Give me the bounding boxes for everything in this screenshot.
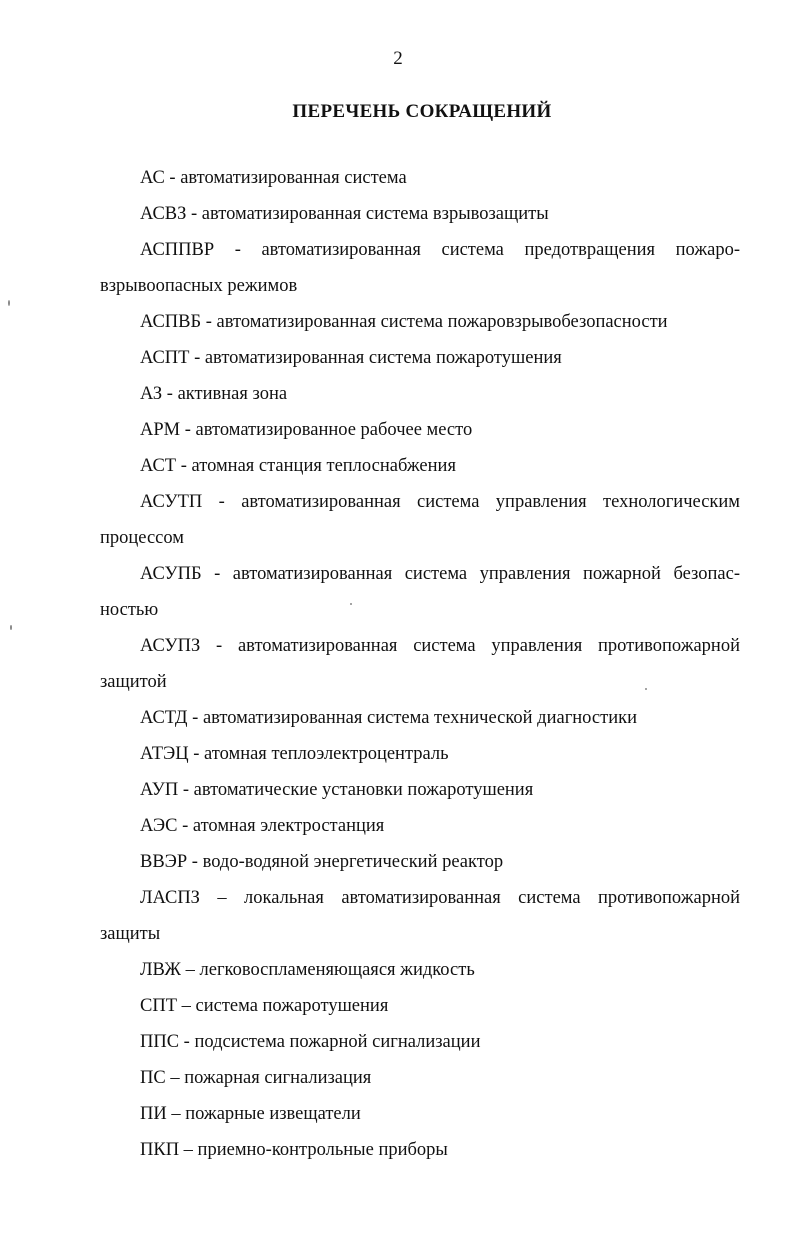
entry-line: АСТ - атомная станция теплоснабжения xyxy=(140,456,456,476)
entry-line: ЛАСПЗ – локальная автоматизированная система противопожарной xyxy=(140,888,740,908)
entry-line: АУП - автоматические установки пожаротушения xyxy=(140,780,534,800)
abbreviation-entry xyxy=(100,772,740,808)
entry-continuation: защитой xyxy=(100,672,167,692)
abbreviation-entry xyxy=(100,808,740,844)
entry-line: АСППВР - автоматизированная система предотвращения пожаро- xyxy=(140,240,740,260)
entry-line: ППС - подсистема пожарной сигнализации xyxy=(140,1032,481,1052)
entry-line: ПС – пожарная сигнализация xyxy=(140,1068,372,1088)
page-title: ПЕРЕЧЕНЬ СОКРАЩЕНИЙ xyxy=(292,101,552,122)
abbreviation-entry xyxy=(100,736,740,772)
abbreviation-entry xyxy=(100,844,740,880)
entry-line: АСТД - автоматизированная система технической диагностики xyxy=(140,708,637,728)
abbreviation-entry xyxy=(100,304,740,340)
scan-speck xyxy=(645,688,647,690)
entry-line: АСПТ - автоматизированная система пожаротушения xyxy=(140,348,562,368)
entry-continuation: ностью xyxy=(100,600,159,620)
abbreviation-entry xyxy=(100,952,740,988)
entry-line: АСВЗ - автоматизированная система взрывозащиты xyxy=(140,204,549,224)
abbreviation-entry xyxy=(100,160,740,196)
abbreviation-list xyxy=(100,160,740,1168)
entry-line: АЗ - активная зона xyxy=(140,384,288,404)
entry-line: АРМ - автоматизированное рабочее место xyxy=(140,420,473,440)
abbreviation-entry xyxy=(100,988,740,1024)
entry-continuation: защиты xyxy=(100,924,161,944)
scan-speck xyxy=(8,300,10,306)
entry-line: АТЭЦ - атомная теплоэлектроцентраль xyxy=(140,744,449,764)
abbreviation-entry xyxy=(100,556,740,628)
abbreviation-entry xyxy=(100,484,740,556)
abbreviation-entry xyxy=(100,1132,740,1168)
abbreviation-entry xyxy=(100,628,740,700)
page-number: 2 xyxy=(393,48,403,69)
entry-line: ЛВЖ – легковоспламеняющаяся жидкость xyxy=(140,960,475,980)
abbreviation-entry xyxy=(100,880,740,952)
abbreviation-entry xyxy=(100,196,740,232)
entry-line: ПИ – пожарные извещатели xyxy=(140,1104,361,1124)
abbreviation-entry xyxy=(100,376,740,412)
entry-line: СПТ – система пожаротушения xyxy=(140,996,389,1016)
entry-line: АСУПЗ - автоматизированная система управления противопожарной xyxy=(140,636,740,656)
abbreviation-entry xyxy=(100,1096,740,1132)
entry-continuation: взрывоопасных режимов xyxy=(100,276,298,296)
entry-line: ВВЭР - водо-водяной энергетический реактор xyxy=(140,852,504,872)
entry-continuation: процессом xyxy=(100,528,184,548)
abbreviation-entry xyxy=(100,448,740,484)
abbreviation-entry xyxy=(100,700,740,736)
abbreviation-entry xyxy=(100,1060,740,1096)
abbreviation-entry xyxy=(100,412,740,448)
abbreviation-entry xyxy=(100,340,740,376)
scan-speck xyxy=(350,603,352,605)
entry-line: АС - автоматизированная система xyxy=(140,168,407,188)
scan-speck xyxy=(10,625,12,630)
entry-line: АСПВБ - автоматизированная система пожаровзрывобезопасности xyxy=(140,312,668,332)
abbreviation-entry xyxy=(100,1024,740,1060)
entry-line: ПКП – приемно-контрольные приборы xyxy=(140,1140,448,1160)
entry-line: АСУПБ - автоматизированная система управления пожарной безопас- xyxy=(140,564,740,584)
entry-line: АСУТП - автоматизированная система управления технологическим xyxy=(140,492,740,512)
abbreviation-entry xyxy=(100,232,740,304)
entry-line: АЭС - атомная электростанция xyxy=(140,816,385,836)
